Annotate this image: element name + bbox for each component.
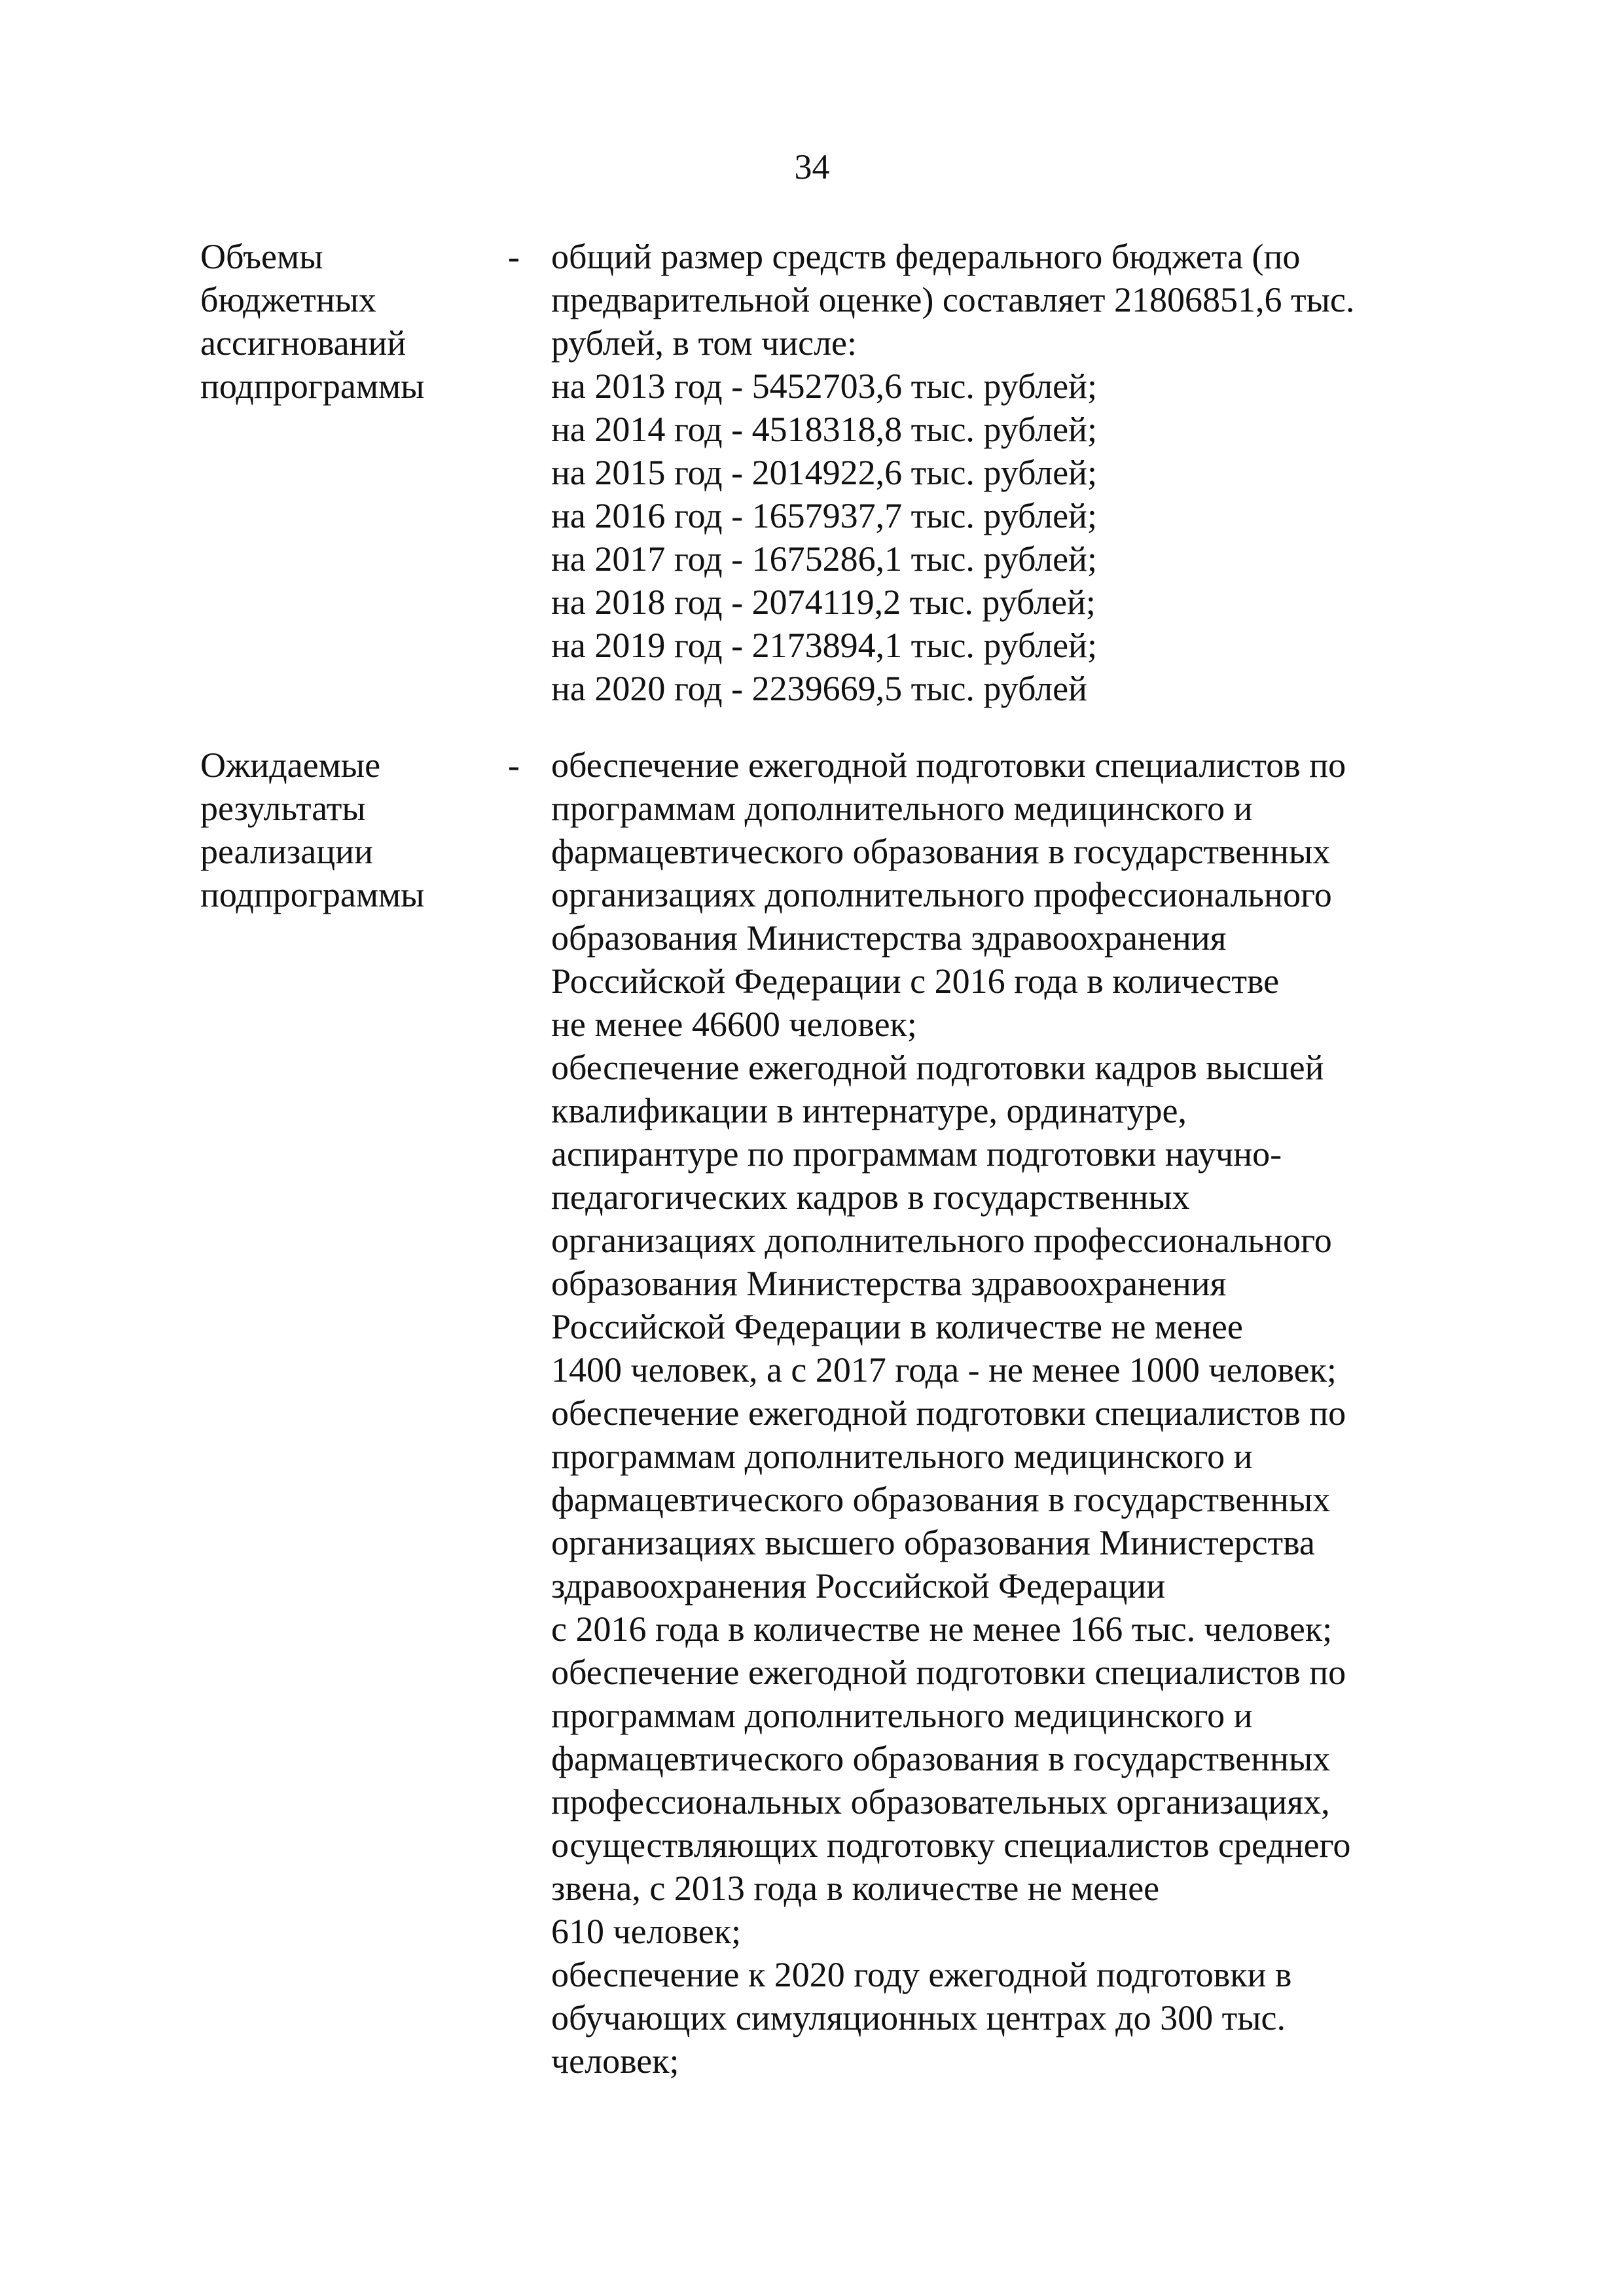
results-content-line: обеспечение ежегодной подготовки специалистов по: [551, 1393, 1346, 1433]
results-content-line: с 2016 года в количестве не менее 166 тыс. человек;: [551, 1609, 1333, 1649]
budget-label-line: бюджетных: [200, 280, 376, 319]
results-label-line: реализации: [200, 832, 373, 871]
budget-content-line: рублей, в том числе:: [551, 323, 857, 363]
results-content-line: 610 человек;: [551, 1912, 741, 1951]
results-content-line: программам дополнительного медицинского и: [551, 1696, 1253, 1735]
results-content-line: Российской Федерации в количестве не менее: [551, 1307, 1243, 1346]
budget-dash: -: [508, 237, 520, 276]
results-content: [551, 744, 1507, 2083]
results-content-line: фармацевтического образования в государственных: [551, 1480, 1331, 1519]
results-label: [200, 744, 488, 916]
results-content-line: фармацевтического образования в государственных: [551, 1739, 1331, 1778]
results-content-line: организациях высшего образования Министерства: [551, 1523, 1315, 1562]
budget-year-line: на 2019 год - 2173894,1 тыс. рублей;: [551, 626, 1097, 665]
results-content-line: обучающих симуляционных центрах до 300 тыс.: [551, 1998, 1286, 2037]
budget-label-line: ассигнований: [200, 323, 406, 363]
results-content-line: обеспечение ежегодной подготовки кадров высшей: [551, 1048, 1324, 1087]
budget-year-line: на 2013 год - 5452703,6 тыс. рублей;: [551, 367, 1097, 406]
results-content-line: образования Министерства здравоохранения: [551, 918, 1227, 958]
results-content-line: обеспечение ежегодной подготовки специалистов по: [551, 745, 1346, 785]
budget-year-line: на 2018 год - 2074119,2 тыс. рублей;: [551, 583, 1096, 622]
budget-label: [200, 235, 488, 408]
results-content-line: фармацевтического образования в государственных: [551, 832, 1331, 871]
results-content-line: здравоохранения Российской Федерации: [551, 1566, 1166, 1605]
budget-label-line: Объемы: [200, 237, 323, 276]
results-label-line: Ожидаемые: [200, 745, 381, 785]
results-content-line: аспирантуре по программам подготовки научно-: [551, 1134, 1282, 1174]
budget-label-line: подпрограммы: [200, 367, 425, 406]
results-content-line: программам дополнительного медицинского и: [551, 1437, 1253, 1476]
budget-year-line: на 2014 год - 4518318,8 тыс. рублей;: [551, 410, 1097, 449]
budget-year-line: на 2020 год - 2239669,5 тыс. рублей: [551, 669, 1087, 708]
budget-year-line: на 2015 год - 2014922,6 тыс. рублей;: [551, 453, 1097, 492]
results-content-line: организациях дополнительного профессионального: [551, 1221, 1332, 1260]
results-content-line: звена, с 2013 года в количестве не менее: [551, 1869, 1160, 1908]
results-content-line: организациях дополнительного профессионального: [551, 875, 1332, 914]
results-content-line: не менее 46600 человек;: [551, 1005, 917, 1044]
results-content-line: образования Министерства здравоохранения: [551, 1264, 1227, 1303]
page-number: 34: [794, 147, 830, 187]
results-content-line: Российской Федерации с 2016 года в количестве: [551, 961, 1280, 1001]
results-label-line: подпрограммы: [200, 875, 425, 914]
budget-content-line: общий размер средств федерального бюджета (по: [551, 237, 1301, 276]
results-label-line: результаты: [200, 789, 366, 828]
budget-year-line: на 2016 год - 1657937,7 тыс. рублей;: [551, 496, 1097, 535]
results-content-line: человек;: [551, 2041, 679, 2081]
results-dash: -: [508, 745, 520, 785]
results-content-line: обеспечение ежегодной подготовки специалистов по: [551, 1653, 1346, 1692]
budget-content: [551, 235, 1507, 710]
results-content-line: 1400 человек, а с 2017 года - не менее 1000 человек;: [551, 1350, 1337, 1390]
results-content-line: обеспечение к 2020 году ежегодной подготовки в: [551, 1955, 1292, 1994]
budget-content-line: предварительной оценке) составляет 21806851,6 тыс.: [551, 280, 1355, 319]
results-content-line: профессиональных образовательных организациях,: [551, 1782, 1330, 1821]
results-content-line: программам дополнительного медицинского и: [551, 789, 1253, 828]
results-content-line: осуществляющих подготовку специалистов среднего: [551, 1825, 1351, 1865]
budget-year-line: на 2017 год - 1675286,1 тыс. рублей;: [551, 539, 1097, 579]
results-content-line: квалификации в интернатуре, ординатуре,: [551, 1091, 1187, 1130]
results-content-line: педагогических кадров в государственных: [551, 1177, 1190, 1217]
